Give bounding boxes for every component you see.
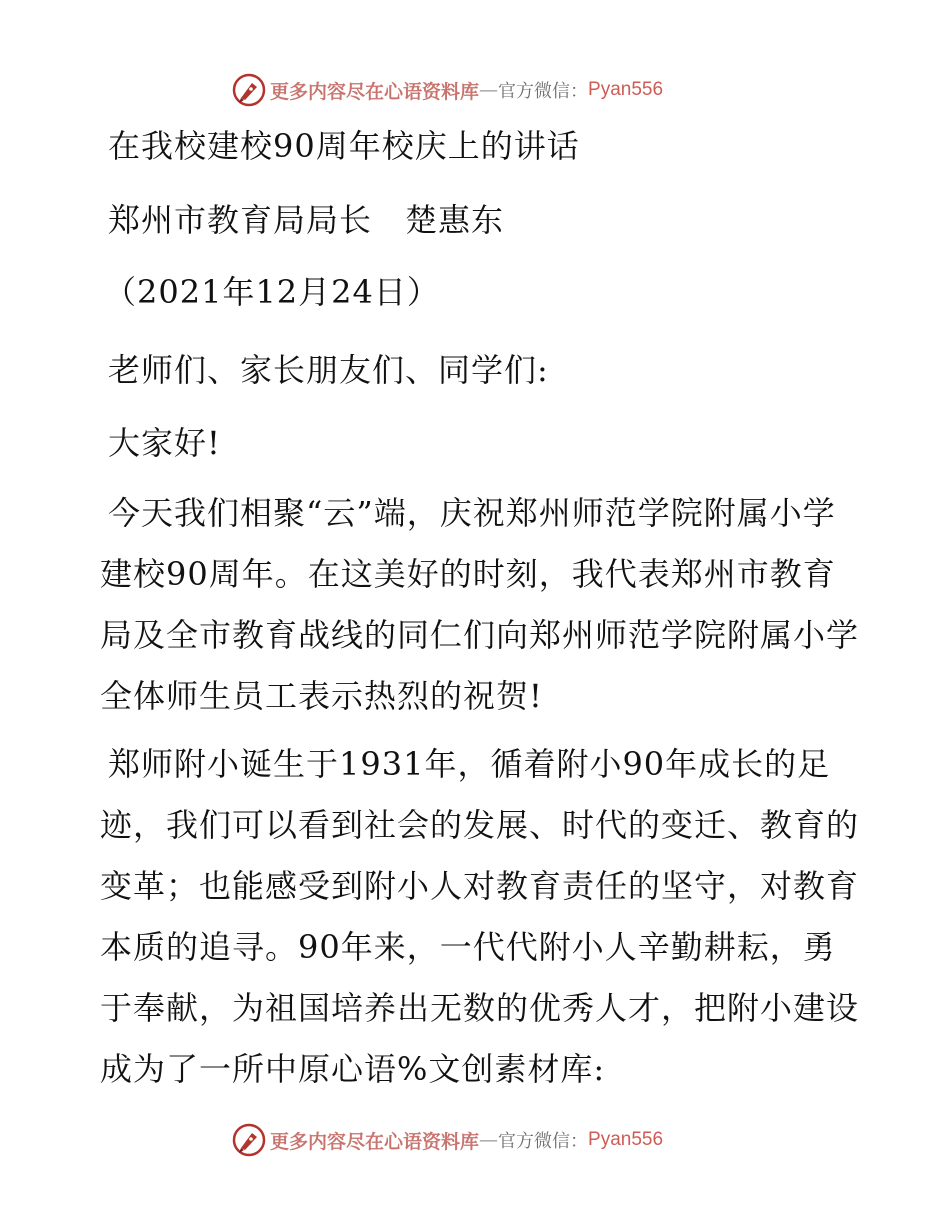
watermark-header (232, 70, 663, 110)
fountain-pen-logo-icon (232, 1123, 266, 1157)
watermark-promo-text: 更多内容尽在心语资料库 (270, 80, 480, 103)
document-title: 在我校建校90周年校庆上的讲话 (108, 127, 580, 165)
paragraph-1: 今天我们相聚“云”端，庆祝郑州师范学院附属小学建校90周年。在这美好的时刻，我代表郑州市教育局及全市教育战线的同仁们向郑州师范学院附属小学全体师生员工表示热烈的祝贺! (100, 494, 860, 715)
document-date: （2021年12月24日） (104, 273, 440, 311)
document-salutation: 老师们、家长朋友们、同学们: (108, 351, 549, 389)
watermark-wechat-label: 官方微信： (498, 1131, 589, 1152)
watermark-wechat-id: Pyan556 (588, 1129, 664, 1150)
watermark-wechat-id: Pyan556 (588, 79, 664, 100)
watermark-wechat-label: 官方微信： (498, 81, 589, 102)
document-speaker: 郑州市教育局局长 楚惠东 (108, 201, 505, 239)
watermark-separator: — (479, 79, 499, 101)
fountain-pen-logo-icon (232, 73, 266, 107)
paragraph-2: 郑师附小诞生于1931年，循着附小90年成长的足迹，我们可以看到社会的发展、时代的变迁、教育的变革；也能感受到附小人对教育责任的坚守，对教育本质的追寻。90年来，一代代附小人辛勤耕耘，勇于奉献，为祖国培养出无数的优秀人才，把附小建设成为了一所中原心语%文创素材库: (100, 745, 860, 1088)
watermark-separator: — (479, 1129, 499, 1151)
watermark-footer (232, 1120, 663, 1160)
watermark-promo-text: 更多内容尽在心语资料库 (270, 1130, 480, 1153)
document-greeting: 大家好! (108, 424, 221, 462)
